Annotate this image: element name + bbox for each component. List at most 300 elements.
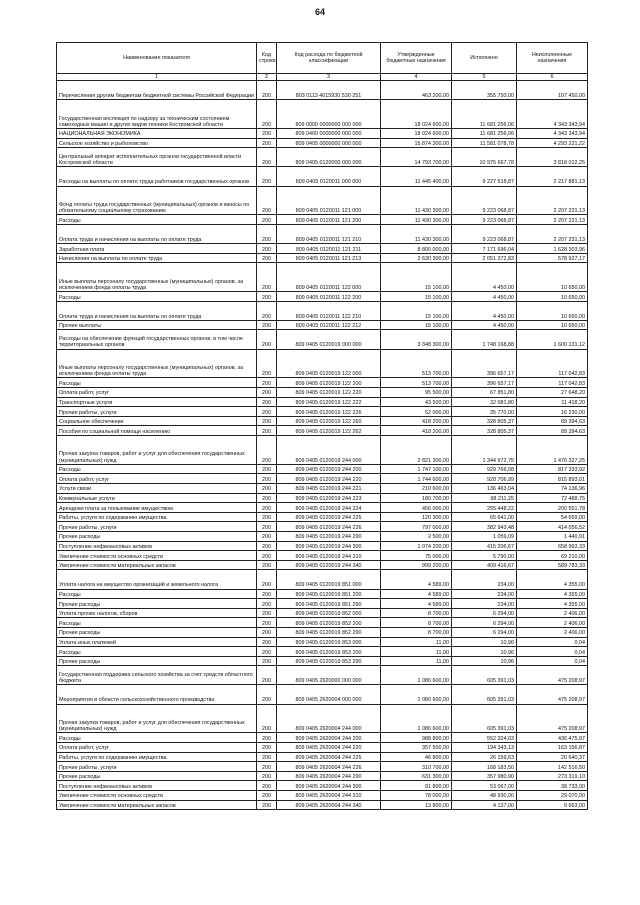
indicator-name-cell: Расходы [57, 215, 257, 225]
executed-amount-cell: 10,96 [452, 637, 517, 647]
executed-amount-cell: 382 943,48 [452, 522, 517, 532]
approved-amount-cell: 11,00 [381, 647, 452, 657]
indicator-name-cell: Оплата труда и начисления на выплаты по оплате труда [57, 301, 257, 320]
indicator-name-cell: Социальное обеспечение [57, 416, 257, 426]
approved-amount-cell: 43 500,00 [381, 397, 452, 407]
expense-code-cell: 809 0405 0120019 244 223 [277, 493, 381, 503]
table-row [57, 589, 588, 599]
line-code-cell: 200 [257, 512, 277, 522]
approved-amount-cell: 180 700,00 [381, 493, 452, 503]
unexecuted-amount-cell: 16 230,00 [517, 407, 588, 417]
executed-amount-cell: 10,96 [452, 647, 517, 657]
table-row [57, 656, 588, 666]
approved-amount-cell: 513 700,00 [381, 349, 452, 378]
unexecuted-amount-cell: 10 650,00 [517, 301, 588, 320]
table-row [57, 781, 588, 791]
table-row [57, 215, 588, 225]
executed-amount-cell: 552 324,03 [452, 733, 517, 743]
line-code-cell: 200 [257, 186, 277, 215]
table-row [57, 685, 588, 704]
unexecuted-amount-cell: 817 333,92 [517, 464, 588, 474]
executed-amount-cell: 605 391,03 [452, 666, 517, 685]
table-row [57, 752, 588, 762]
indicator-name-cell: Государственная поддержка сельского хозяйства за счет средств областного бюджета [57, 666, 257, 685]
indicator-name-cell: Прочие работы, услуги [57, 407, 257, 417]
unexecuted-amount-cell: 3 818 012,25 [517, 148, 588, 167]
line-code-cell: 200 [257, 771, 277, 781]
header-approved: Утвержденные бюджетные назначения [381, 43, 452, 74]
unexecuted-amount-cell: 0,04 [517, 656, 588, 666]
line-code-cell: 200 [257, 464, 277, 474]
table-row [57, 512, 588, 522]
executed-amount-cell: 255 448,22 [452, 503, 517, 513]
expense-code-cell: 809 0405 0120019 244 224 [277, 503, 381, 513]
line-code-cell: 200 [257, 618, 277, 628]
indicator-name-cell: Мероприятия в области сельскохозяйственного производства [57, 685, 257, 704]
approved-amount-cell: 1 080 600,00 [381, 704, 452, 733]
line-code-cell: 200 [257, 627, 277, 637]
line-code-cell: 200 [257, 292, 277, 302]
unexecuted-amount-cell: 10 650,00 [517, 292, 588, 302]
table-row [57, 608, 588, 618]
approved-amount-cell: 999 200,00 [381, 560, 452, 570]
approved-amount-cell: 11 430 300,00 [381, 224, 452, 243]
column-index: 2 [257, 74, 277, 81]
table-body [57, 81, 588, 810]
executed-amount-cell: 35 770,00 [452, 407, 517, 417]
approved-amount-cell: 1 080 600,00 [381, 685, 452, 704]
expense-code-cell: 809 0405 2620004 244 340 [277, 800, 381, 810]
line-code-cell: 200 [257, 416, 277, 426]
expense-code-cell: 809 0405 0120011 121 000 [277, 186, 381, 215]
table-row [57, 100, 588, 129]
approved-amount-cell: 631 300,00 [381, 771, 452, 781]
expense-code-cell: 809 0400 0000000 000 000 [277, 128, 381, 138]
indicator-name-cell: Прочие расходы [57, 771, 257, 781]
indicator-name-cell: Иные выплаты персоналу государственных (муниципальных) органов, за исключением фонда оплаты труда [57, 263, 257, 292]
approved-amount-cell: 18 024 600,00 [381, 100, 452, 129]
executed-amount-cell: 357 980,90 [452, 771, 517, 781]
line-code-cell: 200 [257, 637, 277, 647]
executed-amount-cell: 4 450,00 [452, 320, 517, 330]
expense-code-cell: 809 0405 2620004 244 220 [277, 743, 381, 753]
executed-amount-cell: 26 159,63 [452, 752, 517, 762]
unexecuted-amount-cell: 578 927,17 [517, 253, 588, 263]
indicator-name-cell: Уплата прочих налогов, сборов [57, 608, 257, 618]
line-code-cell: 200 [257, 685, 277, 704]
unexecuted-amount-cell: 10 650,00 [517, 320, 588, 330]
table-row [57, 560, 588, 570]
approved-amount-cell: 15 874 300,00 [381, 138, 452, 148]
unexecuted-amount-cell: 54 659,00 [517, 512, 588, 522]
expense-code-cell: 809 0405 0120011 121 200 [277, 215, 381, 225]
table-row [57, 522, 588, 532]
approved-amount-cell: 418 200,00 [381, 426, 452, 436]
line-code-cell: 200 [257, 589, 277, 599]
approved-amount-cell: 11 445 400,00 [381, 167, 452, 186]
table-row [57, 436, 588, 465]
unexecuted-amount-cell: 658 993,33 [517, 541, 588, 551]
indicator-name-cell: Расходы [57, 618, 257, 628]
executed-amount-cell: 234,00 [452, 570, 517, 589]
unexecuted-amount-cell: 273 319,10 [517, 771, 588, 781]
approved-amount-cell: 13 800,00 [381, 800, 452, 810]
executed-amount-cell: 11 581 078,78 [452, 138, 517, 148]
table-row [57, 493, 588, 503]
executed-amount-cell: 234,00 [452, 599, 517, 609]
executed-amount-cell: 11 681 256,06 [452, 128, 517, 138]
approved-amount-cell: 8 800 000,00 [381, 244, 452, 254]
approved-amount-cell: 4 589,00 [381, 599, 452, 609]
unexecuted-amount-cell: 1 600 131,12 [517, 330, 588, 349]
line-code-cell: 200 [257, 138, 277, 148]
header-expense-code: Код расхода по бюджетной классификации [277, 43, 381, 74]
executed-amount-cell: 605 391,03 [452, 704, 517, 733]
approved-amount-cell: 8 700,00 [381, 608, 452, 618]
indicator-name-cell: Увеличение стоимости материальных запасов [57, 800, 257, 810]
column-index: 5 [452, 74, 517, 81]
expense-code-cell: 809 0405 0120019 122 260 [277, 416, 381, 426]
table-row [57, 599, 588, 609]
line-code-cell: 200 [257, 752, 277, 762]
line-code-cell: 200 [257, 330, 277, 349]
indicator-name-cell: Поступление нефинансовых активов [57, 781, 257, 791]
approved-amount-cell: 78 000,00 [381, 791, 452, 801]
expense-code-cell: 809 0405 2620004 244 300 [277, 781, 381, 791]
expense-code-cell: 809 0405 0120011 121 210 [277, 224, 381, 243]
line-code-cell: 200 [257, 301, 277, 320]
executed-amount-cell: 4 450,00 [452, 301, 517, 320]
line-code-cell: 200 [257, 570, 277, 589]
table-row [57, 474, 588, 484]
indicator-name-cell: Уплата налога на имущество организаций и земельного налога [57, 570, 257, 589]
executed-amount-cell: 98 211,25 [452, 493, 517, 503]
approved-amount-cell: 11,00 [381, 637, 452, 647]
unexecuted-amount-cell: 200 551,78 [517, 503, 588, 513]
unexecuted-amount-cell: 9 663,00 [517, 800, 588, 810]
line-code-cell: 200 [257, 244, 277, 254]
executed-amount-cell: 415 206,67 [452, 541, 517, 551]
table-row [57, 349, 588, 378]
expense-code-cell: 809 0405 2620004 244 000 [277, 704, 381, 733]
expense-code-cell: 809 0405 0120011 122 212 [277, 320, 381, 330]
line-code-cell: 200 [257, 647, 277, 657]
indicator-name-cell: Прочие работы, услуги [57, 522, 257, 532]
executed-amount-cell: 168 183,50 [452, 762, 517, 772]
executed-amount-cell: 355 750,00 [452, 81, 517, 100]
indicator-name-cell: Начисления на выплаты по оплате труда [57, 253, 257, 263]
line-code-cell: 200 [257, 666, 277, 685]
executed-amount-cell: 7 171 696,04 [452, 244, 517, 254]
indicator-name-cell: Прочие выплаты [57, 320, 257, 330]
executed-amount-cell: 11 681 256,06 [452, 100, 517, 129]
approved-amount-cell: 8 700,00 [381, 627, 452, 637]
approved-amount-cell: 456 000,00 [381, 503, 452, 513]
approved-amount-cell: 91 800,00 [381, 781, 452, 791]
line-code-cell: 200 [257, 215, 277, 225]
expense-code-cell: 809 0405 0120019 244 200 [277, 464, 381, 474]
executed-amount-cell: 4 450,00 [452, 292, 517, 302]
unexecuted-amount-cell: 117 042,83 [517, 378, 588, 388]
unexecuted-amount-cell: 0,04 [517, 647, 588, 657]
executed-amount-cell: 928 706,99 [452, 474, 517, 484]
indicator-name-cell: Расходы [57, 378, 257, 388]
indicator-name-cell: Прочие работы, услуги [57, 762, 257, 772]
line-code-cell: 200 [257, 743, 277, 753]
executed-amount-cell: 409 416,67 [452, 560, 517, 570]
expense-code-cell: 809 0405 0120019 852 290 [277, 627, 381, 637]
approved-amount-cell: 463 200,00 [381, 81, 452, 100]
executed-amount-cell: 9 227 518,87 [452, 167, 517, 186]
expense-code-cell: 809 0405 0120011 000 000 [277, 167, 381, 186]
executed-amount-cell: 67 851,80 [452, 388, 517, 398]
executed-amount-cell: 48 930,00 [452, 791, 517, 801]
line-code-cell: 200 [257, 224, 277, 243]
expense-code-cell: 809 0405 0120000 000 000 [277, 148, 381, 167]
table-row [57, 224, 588, 243]
unexecuted-amount-cell: 107 450,00 [517, 81, 588, 100]
approved-amount-cell: 95 500,00 [381, 388, 452, 398]
approved-amount-cell: 15 100,00 [381, 292, 452, 302]
table-row [57, 743, 588, 753]
approved-amount-cell: 15 100,00 [381, 320, 452, 330]
executed-amount-cell: 65 641,00 [452, 512, 517, 522]
table-row [57, 378, 588, 388]
expense-code-cell: 809 0405 0120019 244 000 [277, 436, 381, 465]
expense-code-cell: 809 0405 0120011 122 210 [277, 301, 381, 320]
table-row [57, 484, 588, 494]
executed-amount-cell: 6 294,00 [452, 608, 517, 618]
indicator-name-cell: Расходы [57, 647, 257, 657]
expense-code-cell: 809 0405 2620004 000 000 [277, 685, 381, 704]
unexecuted-amount-cell: 142 516,50 [517, 762, 588, 772]
executed-amount-cell: 10 975 667,78 [452, 148, 517, 167]
expense-code-cell: 809 0405 0120019 122 226 [277, 407, 381, 417]
header-executed: Исполнено [452, 43, 517, 74]
line-code-cell: 200 [257, 320, 277, 330]
unexecuted-amount-cell: 89 394,63 [517, 426, 588, 436]
expense-code-cell: 809 0405 0120019 244 220 [277, 474, 381, 484]
expense-code-cell: 809 0405 2620000 000 000 [277, 666, 381, 685]
unexecuted-amount-cell: 4 343 343,94 [517, 128, 588, 138]
expense-code-cell: 809 0405 0120019 244 225 [277, 512, 381, 522]
approved-amount-cell: 11,00 [381, 656, 452, 666]
indicator-name-cell: Сельское хозяйство и рыболовство [57, 138, 257, 148]
expense-code-cell: 809 0405 0120019 853 200 [277, 647, 381, 657]
indicator-name-cell: Работы, услуги по содержанию имущества [57, 512, 257, 522]
approved-amount-cell: 52 000,00 [381, 407, 452, 417]
indicator-name-cell: Прочие расходы [57, 627, 257, 637]
approved-amount-cell: 18 024 600,00 [381, 128, 452, 138]
table-row [57, 531, 588, 541]
unexecuted-amount-cell: 0,04 [517, 637, 588, 647]
expense-code-cell: 809 0405 0120011 121 211 [277, 244, 381, 254]
line-code-cell: 200 [257, 253, 277, 263]
table-row [57, 762, 588, 772]
unexecuted-amount-cell: 4 355,00 [517, 589, 588, 599]
line-code-cell: 200 [257, 378, 277, 388]
line-code-cell: 200 [257, 781, 277, 791]
executed-amount-cell: 5 790,00 [452, 551, 517, 561]
table-row [57, 186, 588, 215]
unexecuted-amount-cell: 69 210,00 [517, 551, 588, 561]
unexecuted-amount-cell: 475 208,97 [517, 685, 588, 704]
unexecuted-amount-cell: 10 650,00 [517, 263, 588, 292]
unexecuted-amount-cell: 815 893,01 [517, 474, 588, 484]
indicator-name-cell: Работы, услуги по содержанию имущества [57, 752, 257, 762]
table-row [57, 167, 588, 186]
table-row [57, 791, 588, 801]
table-row [57, 128, 588, 138]
approved-amount-cell: 1 744 600,00 [381, 474, 452, 484]
table-row [57, 551, 588, 561]
unexecuted-amount-cell: 29 070,00 [517, 791, 588, 801]
indicator-name-cell: Услуги связи [57, 484, 257, 494]
column-index: 4 [381, 74, 452, 81]
table-row [57, 733, 588, 743]
executed-amount-cell: 9 223 068,87 [452, 186, 517, 215]
approved-amount-cell: 1 747 100,00 [381, 464, 452, 474]
indicator-name-cell: Пособия по социальной помощи населению [57, 426, 257, 436]
line-code-cell: 200 [257, 148, 277, 167]
table-row [57, 81, 588, 100]
indicator-name-cell: Расходы на выплаты по оплате труда работников государственных органов [57, 167, 257, 186]
table-row [57, 263, 588, 292]
unexecuted-amount-cell: 1 628 303,96 [517, 244, 588, 254]
indicator-name-cell: Прочая закупка товаров, работ и услуг для обеспечения государственных (муниципальных) нужд [57, 436, 257, 465]
line-code-cell: 200 [257, 474, 277, 484]
unexecuted-amount-cell: 589 783,33 [517, 560, 588, 570]
line-code-cell: 200 [257, 541, 277, 551]
unexecuted-amount-cell: 38 733,00 [517, 781, 588, 791]
indicator-name-cell: Арендная плата за пользование имуществом [57, 503, 257, 513]
line-code-cell: 200 [257, 128, 277, 138]
table-row [57, 541, 588, 551]
table-row [57, 637, 588, 647]
indicator-name-cell: Оплата работ, услуг [57, 743, 257, 753]
unexecuted-amount-cell: 2 406,00 [517, 608, 588, 618]
executed-amount-cell: 396 657,17 [452, 378, 517, 388]
unexecuted-amount-cell: 2 207 231,13 [517, 186, 588, 215]
approved-amount-cell: 988 800,00 [381, 733, 452, 743]
executed-amount-cell: 605 391,03 [452, 685, 517, 704]
line-code-cell: 200 [257, 791, 277, 801]
approved-amount-cell: 1 080 600,00 [381, 666, 452, 685]
expense-code-cell: 809 0405 0120019 122 000 [277, 349, 381, 378]
table-row [57, 397, 588, 407]
indicator-name-cell: Расходы [57, 733, 257, 743]
unexecuted-amount-cell: 475 208,97 [517, 704, 588, 733]
indicator-name-cell: Поступление нефинансовых активов [57, 541, 257, 551]
table-header-row [57, 43, 588, 74]
approved-amount-cell: 8 700,00 [381, 618, 452, 628]
expense-code-cell: 809 0405 0120019 244 300 [277, 541, 381, 551]
unexecuted-amount-cell: 4 355,00 [517, 570, 588, 589]
executed-amount-cell: 9 223 068,87 [452, 215, 517, 225]
table-row [57, 771, 588, 781]
approved-amount-cell: 418 200,00 [381, 416, 452, 426]
unexecuted-amount-cell: 1 440,91 [517, 531, 588, 541]
expense-code-cell: 809 0405 0120019 244 290 [277, 531, 381, 541]
unexecuted-amount-cell: 72 488,75 [517, 493, 588, 503]
approved-amount-cell: 210 600,00 [381, 484, 452, 494]
indicator-name-cell: Транспортные услуги [57, 397, 257, 407]
expense-code-cell: 809 0405 0120019 852 200 [277, 618, 381, 628]
approved-amount-cell: 2 500,00 [381, 531, 452, 541]
expense-code-cell: 809 0405 0120011 122 200 [277, 292, 381, 302]
line-code-cell: 200 [257, 81, 277, 100]
expense-code-cell: 809 0405 0120019 851 200 [277, 589, 381, 599]
table-row [57, 407, 588, 417]
unexecuted-amount-cell: 27 648,20 [517, 388, 588, 398]
executed-amount-cell: 234,00 [452, 589, 517, 599]
line-code-cell: 200 [257, 704, 277, 733]
line-code-cell: 200 [257, 407, 277, 417]
expense-code-cell: 809 0405 2620004 244 225 [277, 752, 381, 762]
executed-amount-cell: 6 294,00 [452, 618, 517, 628]
indicator-name-cell: Центральный аппарат исполнительных органов государственной власти Костромской области [57, 148, 257, 167]
executed-amount-cell: 136 463,04 [452, 484, 517, 494]
executed-amount-cell: 9 223 068,87 [452, 224, 517, 243]
table-row [57, 570, 588, 589]
table-row [57, 627, 588, 637]
expense-code-cell: 809 0405 0120019 851 000 [277, 570, 381, 589]
header-indicator-name: Наименование показателя [57, 43, 257, 74]
unexecuted-amount-cell: 4 293 221,22 [517, 138, 588, 148]
unexecuted-amount-cell: 414 056,52 [517, 522, 588, 532]
unexecuted-amount-cell: 163 156,87 [517, 743, 588, 753]
table-row [57, 426, 588, 436]
unexecuted-amount-cell: 4 355,00 [517, 599, 588, 609]
indicator-name-cell: Иные выплаты персоналу государственных (муниципальных) органов, за исключением фонда оплаты труда [57, 349, 257, 378]
line-code-cell: 200 [257, 599, 277, 609]
executed-amount-cell: 194 343,13 [452, 743, 517, 753]
line-code-cell: 200 [257, 656, 277, 666]
unexecuted-amount-cell: 11 418,20 [517, 397, 588, 407]
unexecuted-amount-cell: 117 042,83 [517, 349, 588, 378]
approved-amount-cell: 513 700,00 [381, 378, 452, 388]
executed-amount-cell: 2 051 372,83 [452, 253, 517, 263]
unexecuted-amount-cell: 74 136,96 [517, 484, 588, 494]
header-line-code: Код строки [257, 43, 277, 74]
executed-amount-cell: 929 766,08 [452, 464, 517, 474]
line-code-cell: 200 [257, 349, 277, 378]
unexecuted-amount-cell: 2 217 881,13 [517, 167, 588, 186]
expense-code-cell: 809 0405 0120019 122 200 [277, 378, 381, 388]
unexecuted-amount-cell: 2 406,00 [517, 618, 588, 628]
unexecuted-amount-cell: 475 208,97 [517, 666, 588, 685]
line-code-cell: 200 [257, 762, 277, 772]
executed-amount-cell: 6 294,00 [452, 627, 517, 637]
line-code-cell: 200 [257, 733, 277, 743]
unexecuted-amount-cell: 2 207 231,13 [517, 224, 588, 243]
expense-code-cell: 809 0405 0120019 853 290 [277, 656, 381, 666]
approved-amount-cell: 2 821 300,00 [381, 436, 452, 465]
expense-code-cell: 809 0405 0120011 122 000 [277, 263, 381, 292]
indicator-name-cell: Оплата труда и начисления на выплаты по оплате труда [57, 224, 257, 243]
approved-amount-cell: 15 100,00 [381, 263, 452, 292]
line-code-cell: 200 [257, 100, 277, 129]
approved-amount-cell: 797 000,00 [381, 522, 452, 532]
indicator-name-cell: Оплата работ, услуг [57, 474, 257, 484]
column-index: 3 [277, 74, 381, 81]
executed-amount-cell: 10,96 [452, 656, 517, 666]
unexecuted-amount-cell: 2 207 231,13 [517, 215, 588, 225]
expense-code-cell: 809 0405 2620004 244 226 [277, 762, 381, 772]
approved-amount-cell: 75 000,00 [381, 551, 452, 561]
table-row [57, 244, 588, 254]
indicator-name-cell: Коммунальные услуги [57, 493, 257, 503]
